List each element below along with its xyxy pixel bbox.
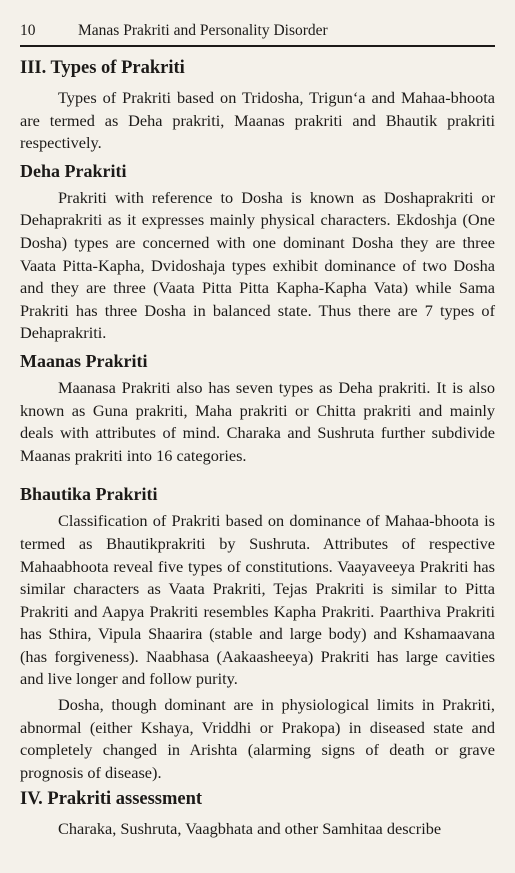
subheading-deha: Deha Prakriti xyxy=(20,160,127,181)
paragraph-types: Types of Prakriti based on Tridosha, Trigun‘a and Mahaa-bhoota are termed as Deha prakriti, Maanas prakriti and Bhautik prakriti respectively. xyxy=(20,88,495,153)
subheading-maanas: Maanas Prakriti xyxy=(20,350,148,371)
subheading-bhautika: Bhautika Prakriti xyxy=(20,484,158,505)
paragraph-assessment: Charaka, Sushruta, Vaagbhata and other Samhitaa describe xyxy=(58,819,442,839)
page-number: 10 xyxy=(20,22,36,39)
section-heading-assessment: IV. Prakriti assessment xyxy=(20,789,203,810)
book-title: Manas Prakriti and Personality Disorder xyxy=(78,22,328,39)
paragraph-deha: Prakriti with reference to Dosha is known as Doshaprakriti or Dehaprakriti as it expresses mainly physical characters. Ekdoshja (One Dosha) types are concerned with one dominant Dosha they are three Vaata Pitta-Kapha, Dvidoshaja types exhibit dominance of two Dosha and they are three (Vaata Pitta Pitta Kapha-Kapha Vata) while Sama Prakriti has three Dosha in balanced state. Thus there are 7 types of Dehaprakriti. xyxy=(20,187,495,343)
section-heading-types: III. Types of Prakriti xyxy=(20,58,185,78)
running-header xyxy=(20,22,495,44)
header-rule xyxy=(20,45,495,47)
paragraph-bhautika-1: Classification of Prakriti based on dominance of Mahaa-bhoota is termed as Bhautikprakriti by Sushruta. Attributes of respective Mahaabhoota reveal five types of constitutions. Vaayaveeya Prakriti has similar characters as Vaata Prakriti, Tejas Prakriti is similar to Pitta Prakriti and Aapya Prakriti resembles Kapha Prakriti. Paarthiva Prakriti has Sthira, Vipula Shaarira (stable and large body) and Kshamaavana (has forgiveness). Naabhasa (Aakaasheeya) Prakriti has large cavities and live longer and follow purity. xyxy=(20,511,495,689)
paragraph-maanas: Maanasa Prakriti also has seven types as Deha prakriti. It is also known as Guna prakriti, Maha prakriti or Chitta prakriti and mainly deals with attributes of mind. Charaka and Sushruta further subdivide Maanas prakriti into 16 categories. xyxy=(20,377,495,465)
paragraph-bhautika-2: Dosha, though dominant are in physiological limits in Prakriti, abnormal (either Kshaya, Vriddhi or Prakopa) in diseased state and completely changed in Arishta (alarming signs of death or grave prognosis of disease). xyxy=(20,695,495,782)
spacer xyxy=(20,470,495,478)
